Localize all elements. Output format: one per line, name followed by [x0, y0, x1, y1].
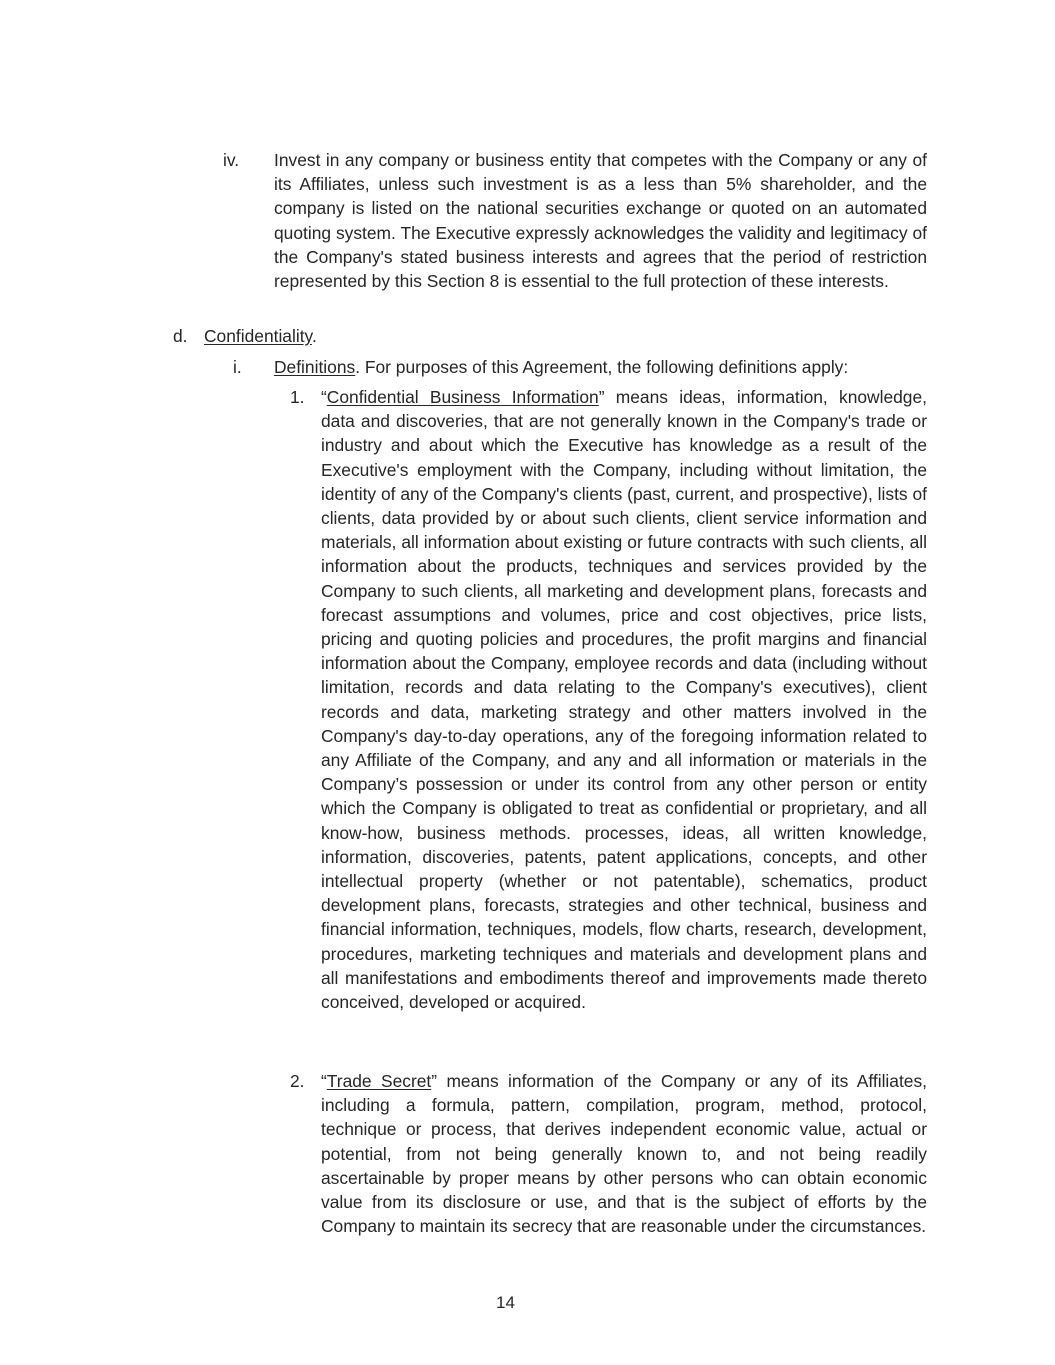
definition-2-paragraph: [321, 1069, 927, 1238]
item-i-marker: i.: [233, 357, 242, 377]
definition-2-close-quote: ”: [431, 1071, 438, 1091]
section-d-heading: [204, 324, 927, 348]
definition-2-marker: 2.: [290, 1071, 305, 1091]
definition-1-close-quote: ”: [598, 387, 605, 407]
definition-2-open-quote: “: [321, 1071, 327, 1091]
definition-1-marker: 1.: [290, 387, 305, 407]
definition-1-term: Confidential Business Information: [326, 387, 599, 407]
section-d-heading-text: Confidentiality: [204, 326, 312, 346]
definition-1-open-quote: “: [321, 387, 327, 407]
item-i-text: . For purposes of this Agreement, the following definitions apply:: [355, 357, 849, 377]
page-number: 14: [496, 1293, 515, 1312]
item-iv-paragraph: [274, 148, 927, 293]
item-iv-text: Invest in any company or business entity that competes with the Company or any of its Affiliates, unless such investment is as a less than 5% shareholder, and the company is listed on the national securities exchange or quoted on an automated quoting system. The Executive expressly acknowledges the validity and legitimacy of the Company's stated business interests and agrees that the period of restriction represented by this Section 8 is essential to the full protection of these interests.: [274, 150, 927, 292]
item-i-paragraph: [274, 355, 927, 379]
definition-2-text: means information of the Company or any of its Affiliates, including a formula, pattern, compilation, program, method, protocol, technique or process, that derives independent economic value, actual or potential, from not being generally known to, and not being readily ascertainable by proper means by other persons who can obtain economic value from its disclosure or use, and that is the subject of efforts by the Company to maintain its secrecy that are reasonable under the circumstances.: [321, 1071, 927, 1237]
definition-1-text: means ideas, information, knowledge, data and discoveries, that are not generally known in the Company's trade or industry and about which the Executive has knowledge as a result of the Executive's employment with the Company, including without limitation, the identity of any of the Company's clients (past, current, and prospective), lists of clients, data provided by or about such clients, client service information and materials, all information about existing or future contracts with such clients, all information about the products, techniques and services provided by the Company to such clients, all marketing and development plans, forecasts and forecast assumptions and volumes, price and cost objectives, price lists, pricing and quoting policies and procedures, the profit margins and financial information about the Company, employee records and data (including without limitation, records and data relating to the Company's executives), client records and data, marketing strategy and other matters involved in the Company's day-to-day operations, any of the foregoing information related to any Affiliate of the Company, and any and all information or materials in the Company’s possession or under its control from any other person or entity which the Company is obligated to treat as confidential or proprietary, and all know-how, business methods. processes, ideas, all written knowledge, information, discoveries, patents, patent applications, concepts, and other intellectual property (whether or not patentable), schematics, product development plans, forecasts, strategies and other technical, business and financial information, techniques, models, flow charts, research, development, procedures, marketing techniques and materials and development plans and all manifestations and embodiments thereof and improvements made thereto conceived, developed or acquired.: [321, 387, 927, 1013]
definition-1-paragraph: [321, 385, 927, 1014]
item-iv-marker: iv.: [223, 150, 240, 170]
item-i-heading: Definitions: [274, 357, 356, 377]
section-d-heading-suffix: .: [311, 326, 317, 346]
section-d-marker: d.: [173, 326, 188, 346]
definition-2-term: Trade Secret: [326, 1071, 432, 1091]
